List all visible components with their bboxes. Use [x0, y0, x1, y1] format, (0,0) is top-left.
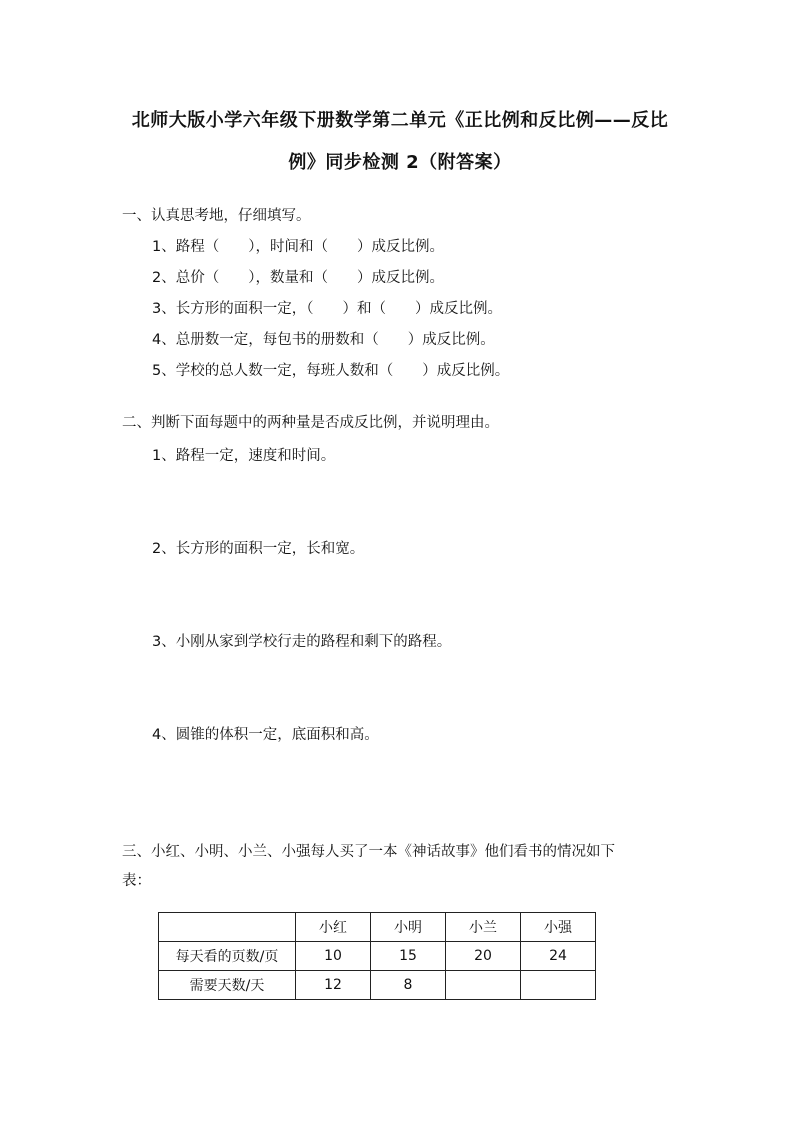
document-title-line-2: 例》同步检测 2（附答案） [288, 152, 512, 173]
document-title-line-1: 北师大版小学六年级下册数学第二单元《正比例和反比例——反比 [131, 110, 669, 131]
section-3-heading-line-1: 三、小红、小明、小兰、小强每人买了一本《神话故事》他们看书的情况如下 [122, 844, 615, 860]
section-1-item-4: 4、总册数一定，每包书的册数和（ ）成反比例。 [152, 332, 495, 348]
section-2-item-3: 3、小刚从家到学校行走的路程和剩下的路程。 [152, 634, 452, 650]
table-row [159, 971, 596, 1000]
section-2-item-2: 2、长方形的面积一定，长和宽。 [152, 541, 365, 557]
table-cell [159, 913, 296, 942]
section-1-item-5: 5、学校的总人数一定，每班人数和（ ）成反比例。 [152, 363, 510, 379]
table-cell: 10 [296, 942, 371, 971]
table-cell: 每天看的页数/页 [159, 942, 296, 971]
reading-table [158, 912, 596, 1000]
section-2-heading: 二、判断下面每题中的两种量是否成反比例，并说明理由。 [122, 415, 499, 431]
table-cell: 小强 [521, 913, 596, 942]
table-cell: 20 [446, 942, 521, 971]
section-1-heading: 一、认真思考地，仔细填写。 [122, 208, 311, 224]
table-cell: 15 [371, 942, 446, 971]
table-header-row [159, 913, 596, 942]
section-2-item-4: 4、圆锥的体积一定，底面积和高。 [152, 727, 379, 743]
table-cell: 8 [371, 971, 446, 1000]
answer-blank-cell[interactable] [446, 971, 521, 1000]
table-cell: 24 [521, 942, 596, 971]
section-1-item-1: 1、路程（ ），时间和（ ）成反比例。 [152, 239, 444, 255]
section-1-item-2: 2、总价（ ），数量和（ ）成反比例。 [152, 270, 444, 286]
section-1-item-3: 3、长方形的面积一定，（ ）和（ ）成反比例。 [152, 301, 502, 317]
table-cell: 小兰 [446, 913, 521, 942]
table-cell: 小红 [296, 913, 371, 942]
table-cell: 12 [296, 971, 371, 1000]
section-3-heading-line-2: 表： [122, 873, 151, 889]
table-row [159, 942, 596, 971]
section-2-item-1: 1、路程一定，速度和时间。 [152, 448, 336, 464]
answer-blank-cell[interactable] [521, 971, 596, 1000]
table-cell: 需要天数/天 [159, 971, 296, 1000]
table-cell: 小明 [371, 913, 446, 942]
